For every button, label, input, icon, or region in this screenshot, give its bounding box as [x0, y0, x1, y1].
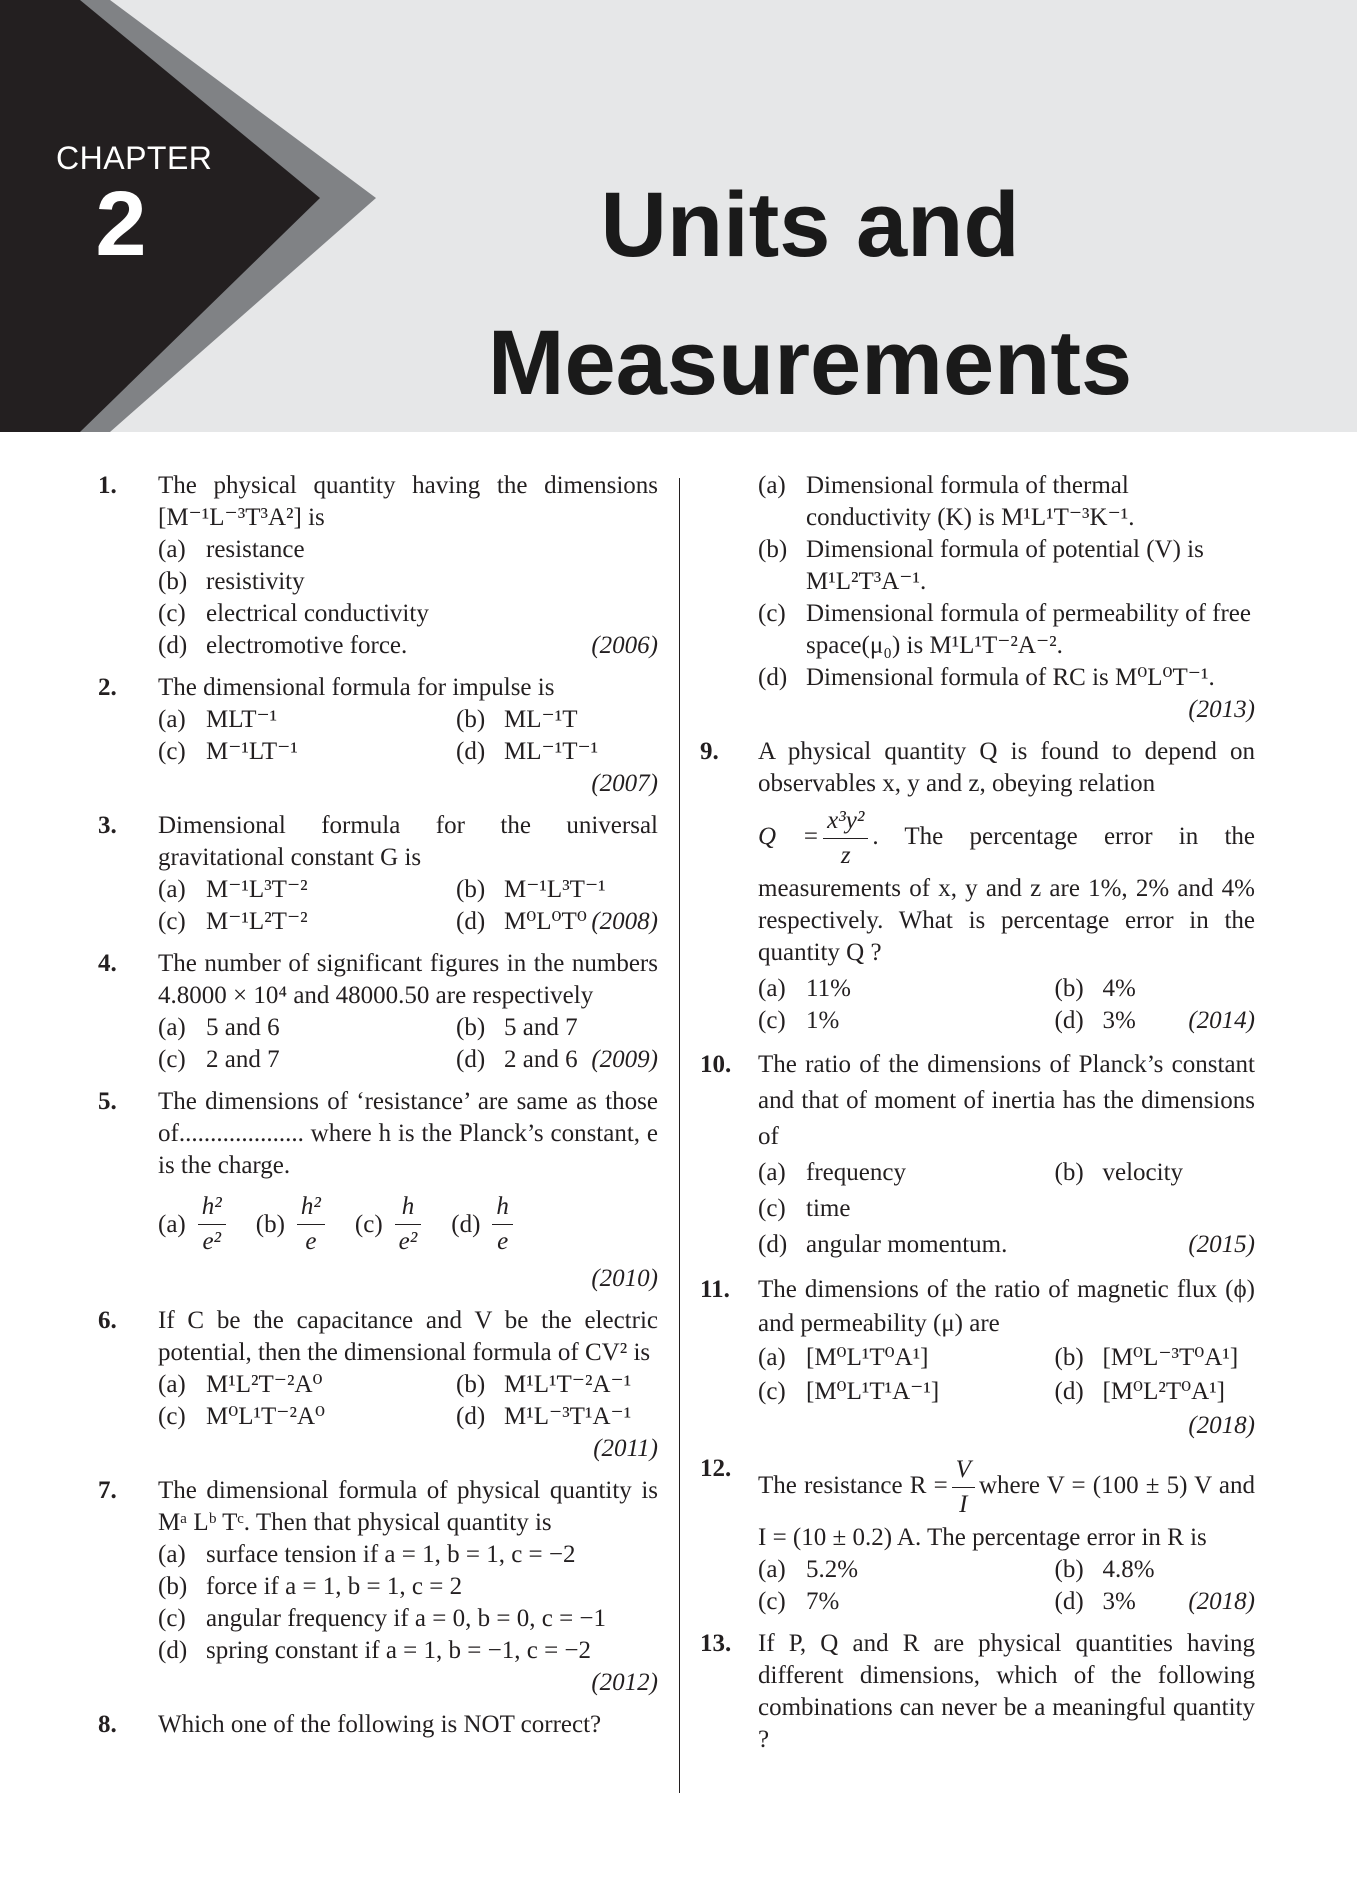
question-text: The resistance R = $\frac{V}{I}$ where V = (100 ± 5) V and I = (10 ± 0.2) A. The percentage error in R is	[758, 1453, 1255, 1554]
question-text: Which one of the following is NOT correct?	[158, 1711, 602, 1738]
option-d: (d) $\frac{h}{e}$	[451, 1190, 517, 1259]
chapter-title	[470, 156, 1150, 432]
option-b: (b) Dimensional formula of potential (V) is M¹L²T³A⁻¹.	[758, 536, 1204, 595]
option-b: (b) $\frac{\text{h²}}{e}$	[256, 1190, 329, 1259]
option-a: (a) 5 and 6	[158, 1014, 280, 1041]
question-text: If C be the capacitance and V be the electric potential, then the dimensional formula of CV² is	[158, 1307, 658, 1366]
question-11	[700, 1273, 1255, 1443]
question-number: 6.	[98, 1307, 117, 1334]
option-d: (d) angular momentum. (2015)	[758, 1227, 1255, 1263]
question-number: 7.	[98, 1477, 117, 1504]
option-a: (a) [M⁰L¹T⁰A¹]	[758, 1344, 929, 1371]
question-year: (2008)	[591, 908, 658, 935]
option-d: (d) Dimensional formula of RC is M⁰L⁰T⁻¹.	[758, 664, 1215, 691]
option-c: (c) M⁰L¹T⁻²A⁰	[158, 1403, 326, 1430]
question-5	[98, 1086, 658, 1295]
question-4	[98, 948, 658, 1076]
chapter-number: 2	[95, 173, 147, 275]
option-a: (a) 11%	[758, 975, 851, 1002]
question-3	[98, 810, 658, 938]
option-c: (c) 1%	[758, 1007, 840, 1034]
question-8	[98, 1709, 658, 1741]
chapter-label: CHAPTER	[56, 140, 213, 176]
option-c: (c) M⁻¹L²T⁻²	[158, 908, 308, 935]
option-c: (c) [M⁰L¹T¹A⁻¹]	[758, 1378, 940, 1405]
option-b: (b) ML⁻¹T	[456, 706, 578, 733]
question-number: 4.	[98, 950, 117, 977]
question-text: The dimensions of ‘resistance’ are same as those of.................... where h is the Planck’s constant, e is the charge.	[158, 1088, 658, 1179]
option-b: (b) 4.8%	[1054, 1556, 1155, 1583]
option-c: (c) 2 and 7	[158, 1046, 280, 1073]
option-d: (d) M¹L⁻³T¹A⁻¹	[456, 1403, 632, 1430]
option-c: (c) M⁻¹LT⁻¹	[158, 738, 298, 765]
question-7	[98, 1475, 658, 1699]
question-year: (2015)	[1188, 1231, 1255, 1258]
question-year: (2010)	[591, 1265, 658, 1292]
question-number: 11.	[700, 1276, 730, 1303]
question-year: (2018)	[1188, 1412, 1255, 1439]
option-c: (c) angular frequency if a = 0, b = 0, c = −1	[158, 1605, 607, 1632]
option-a: (a) surface tension if a = 1, b = 1, c = −2	[158, 1541, 576, 1568]
option-d: (d) spring constant if a = 1, b = −1, c = −2	[158, 1637, 592, 1664]
question-text: The dimensional formula of physical quantity is Mᵃ Lᵇ Tᶜ. Then that physical quantity is	[158, 1477, 658, 1536]
option-b: (b) force if a = 1, b = 1, c = 2	[158, 1573, 463, 1600]
question-year: (2018)	[1188, 1588, 1255, 1615]
option-b: (b) M¹L¹T⁻²A⁻¹	[456, 1371, 632, 1398]
question-text: The dimensional formula for impulse is	[158, 674, 555, 701]
option-b: (b) 4%	[1054, 975, 1136, 1002]
question-text: Dimensional formula for the universal gravitational constant G is	[158, 812, 658, 871]
option-d: (d) M⁰L⁰T⁰ (2008)	[456, 906, 658, 938]
question-text: The ratio of the dimensions of Planck’s constant and that of moment of inertia has the dimensions of	[758, 1051, 1255, 1150]
option-d: (d) [M⁰L²T⁰A¹]	[1054, 1378, 1226, 1405]
option-c: (c) $\frac{h}{\text{e²}}$	[355, 1190, 425, 1259]
option-a: (a) M¹L²T⁻²A⁰	[158, 1371, 323, 1398]
question-number: 12.	[700, 1455, 732, 1482]
question-12	[700, 1453, 1255, 1618]
question-text: A physical quantity Q is found to depend on observables x, y and z, obeying relation	[758, 738, 1255, 797]
column-divider	[679, 478, 680, 1793]
question-1	[98, 470, 658, 662]
option-c: (c) Dimensional formula of permeability of free space(μ₀) is M¹L¹T⁻²A⁻².	[758, 600, 1251, 659]
question-year: (2007)	[591, 770, 658, 797]
option-b: (b) M⁻¹L³T⁻¹	[456, 876, 606, 903]
question-8-options	[700, 470, 1255, 726]
question-formula: Q = $\frac{\text{x³y²}}{z}$ . The percentage error in the measurements of x, y and z are 1%, 2% and 4% respectively. What is percentage error in the quantity Q ?	[758, 804, 1255, 969]
question-year: (2013)	[1188, 696, 1255, 723]
question-number: 8.	[98, 1711, 117, 1738]
chapter-title-line2: Measurements	[487, 312, 1133, 414]
option-a: (a) resistance	[158, 536, 305, 563]
option-b: (b) resistivity	[158, 568, 305, 595]
left-column	[98, 470, 658, 1751]
question-year: (2011)	[593, 1435, 658, 1462]
question-number: 2.	[98, 674, 117, 701]
question-number: 13.	[700, 1630, 732, 1657]
question-number: 9.	[700, 738, 719, 765]
question-number: 3.	[98, 812, 117, 839]
question-number: 1.	[98, 472, 117, 499]
option-a: (a) Dimensional formula of thermal conductivity (K) is M¹L¹T⁻³K⁻¹.	[758, 472, 1135, 531]
question-year: (2009)	[591, 1046, 658, 1073]
question-year: (2014)	[1188, 1007, 1255, 1034]
question-text: The number of significant figures in the numbers 4.8000 × 10⁴ and 48000.50 are respectively	[158, 950, 658, 1009]
option-a: (a) frequency	[758, 1159, 906, 1186]
question-13	[700, 1628, 1255, 1756]
option-a: (a) 5.2%	[758, 1556, 859, 1583]
option-a: (a) M⁻¹L³T⁻²	[158, 876, 308, 903]
option-d: (d) ML⁻¹T⁻¹ (2007)	[456, 736, 658, 800]
option-b: (b) 5 and 7	[456, 1014, 578, 1041]
option-a: (a) MLT⁻¹	[158, 706, 278, 733]
question-9	[700, 736, 1255, 1037]
question-year: (2012)	[591, 1669, 658, 1696]
right-column	[700, 470, 1255, 1766]
option-d: (d) 3% (2018)	[1055, 1586, 1256, 1618]
question-year: (2006)	[591, 632, 658, 659]
chapter-header	[0, 0, 1357, 432]
question-2	[98, 672, 658, 800]
question-text: If P, Q and R are physical quantities having different dimensions, which of the following combinations can never be a meaningful quantity ?	[758, 1630, 1255, 1753]
question-text: The physical quantity having the dimensions [M⁻¹L⁻³T³A²] is	[158, 472, 658, 531]
question-number: 5.	[98, 1088, 117, 1115]
option-c: (c) time	[758, 1195, 851, 1222]
question-10	[700, 1047, 1255, 1263]
question-number: 10.	[700, 1051, 732, 1078]
option-b: (b) velocity	[1054, 1159, 1184, 1186]
option-d: (d) 2 and 6 (2009)	[456, 1044, 658, 1076]
option-d: (d) 3% (2014)	[1055, 1005, 1256, 1037]
option-c: (c) 7%	[758, 1588, 840, 1615]
chapter-title-line1: Units and	[600, 174, 1020, 276]
option-d: (d) electromotive force. (2006)	[158, 630, 658, 662]
question-text: The dimensions of the ratio of magnetic flux (ϕ) and permeability (μ) are	[758, 1276, 1255, 1337]
option-b: (b) [M⁰L⁻³T⁰A¹]	[1054, 1344, 1239, 1371]
question-6	[98, 1305, 658, 1465]
option-c: (c) electrical conductivity	[158, 600, 429, 627]
option-a: (a) $\frac{\text{h²}}{\text{e²}}$	[158, 1190, 230, 1259]
